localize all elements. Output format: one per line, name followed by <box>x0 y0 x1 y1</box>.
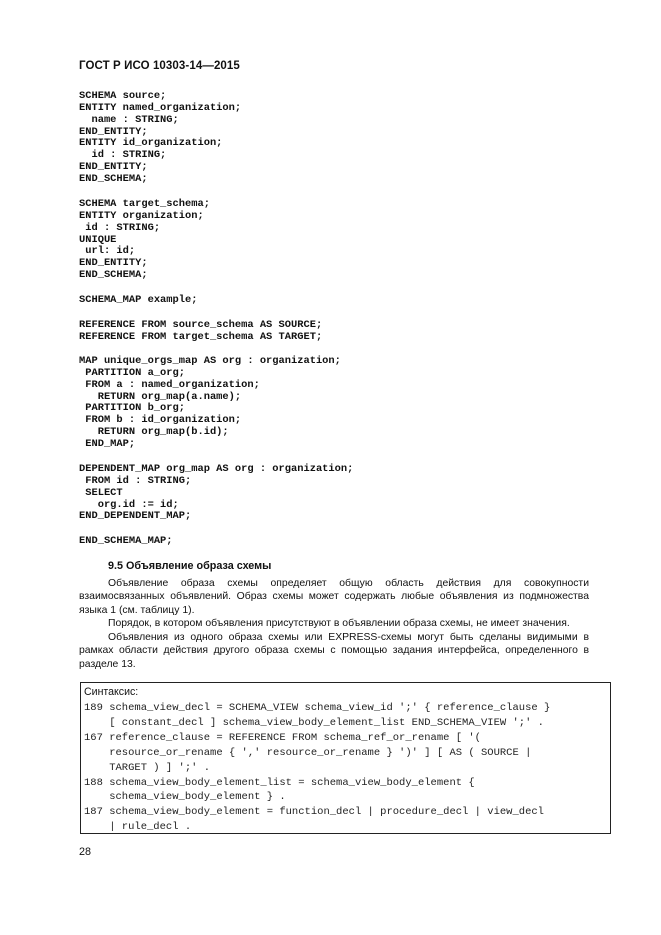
paragraph-order: Порядок, в котором объявления присутствуют в объявлении образа схемы, не имеет значения. <box>108 618 570 629</box>
section-title: 9.5 Объявление образа схемы <box>108 560 272 572</box>
code-block-source-schema: SCHEMA source; ENTITY named_organization; name : STRING; END_ENTITY; ENTITY id_organization; id : STRING; END_ENTITY; END_SCHEMA; <box>79 90 242 185</box>
document-header: ГОСТ Р ИСО 10303-14—2015 <box>79 60 240 72</box>
code-block-target-schema: SCHEMA target_schema; ENTITY organization; id : STRING; UNIQUE url: id; END_ENTITY; END_SCHEMA; <box>79 198 210 282</box>
code-block-dependent-map: DEPENDENT_MAP org_map AS org : organization; FROM id : STRING; SELECT org.id := id; END_DEPENDENT_MAP; <box>79 463 354 523</box>
paragraph-definition: Объявление образа схемы определяет общую область действия для совокупности взаимосвязанных объявлений. Образ схемы может содержать любые объявления из подмножества языка 1 (см. таблицу 1). <box>79 578 589 616</box>
syntax-label: Синтаксис: <box>84 686 139 698</box>
code-block-reference: REFERENCE FROM source_schema AS SOURCE; REFERENCE FROM target_schema AS TARGET; <box>79 319 323 343</box>
paragraph-visibility: Объявления из одного образа схемы или EXPRESS-схемы могут быть сделаны видимыми в рамках области действия другого образа схемы с помощью задания интерфейса, определенного в разделе 13. <box>79 632 589 670</box>
syntax-rules: 189 schema_view_decl = SCHEMA_VIEW schema_view_id ';' { reference_clause } [ constant_decl ] schema_view_body_element_list END_SCHEMA_VIEW ';' . 167 reference_clause = REFERENCE FROM schema_ref_or_rename [ '( resource_or_rename { ',' resource_or_rename } ')' ] [ AS ( SOURCE | TARGET ) ] ';' . 188 schema_view_body_element_list = schema_view_body_element { schema_view_body_element } . 187 schema_view_body_element = function_decl | procedure_decl | view_decl | rule_decl . <box>84 702 551 834</box>
code-block-schema-map: SCHEMA_MAP example; <box>79 294 198 306</box>
code-block-map: MAP unique_orgs_map AS org : organization; PARTITION a_org; FROM a : named_organization; RETURN org_map(a.name); PARTITION b_org; FROM b : id_organization; RETURN org_map(b.id); END_MAP; <box>79 355 341 450</box>
code-block-end-schema-map: END_SCHEMA_MAP; <box>79 535 173 547</box>
page-number: 28 <box>79 846 92 858</box>
